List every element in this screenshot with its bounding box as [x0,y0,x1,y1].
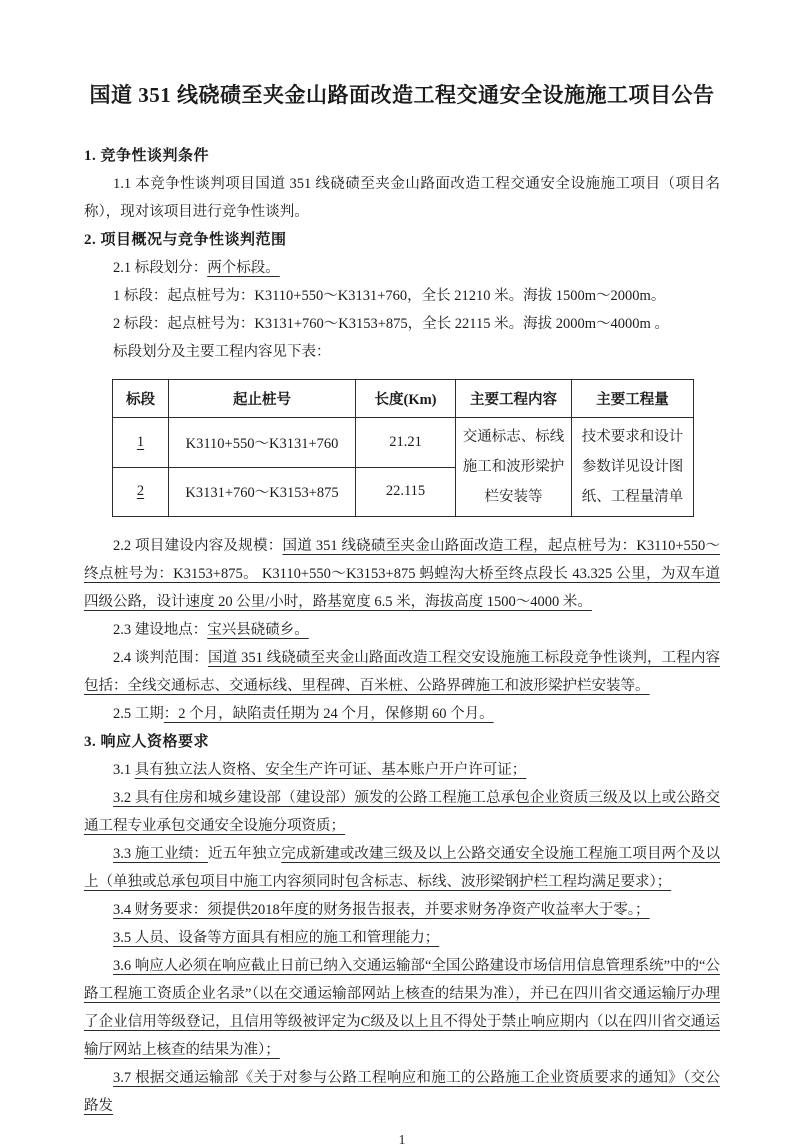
para-lot-2 [84,310,720,338]
lot-2-length-cell: 22.115 [356,467,456,517]
para-1-1-text: 1.1 本竞争性谈判项目国道 351 线硗碛至夹金山路面改造工程交通安全设施施工项目（项目名称），现对该项目进行竞争性谈判。 [84,176,720,220]
lot-2-number-cell: 2 [113,467,169,517]
para-3-4-underlined: 3.4 财务要求：须提供2018年度的财务报告报表，并要求财务净资产收益率大于零。； [113,902,650,918]
para-3-5-underlined: 3.5 人员、设备等方面具有相应的施工和管理能力； [113,930,440,946]
para-3-1-underlined: 具有独立法人资格、安全生产许可证、基本账户开户许可证； [134,762,527,778]
lot-2-stake-cell: K3131+760～K3153+875 [169,467,356,517]
page-number: 1 [398,1132,406,1147]
para-lot-1-text: 1 标段：起点桩号为：K3110+550～K3131+760，全长 21210 米。海拔 1500m～2000m。 [113,288,666,304]
para-3-3 [84,840,720,896]
para-3-2-underlined: 3.2 具有住房和城乡建设部（建设部）颁发的公路工程施工总承包企业资质三级及以上或公路交通工程专业承包交通安全设施分项资质； [84,790,720,834]
section-3-heading: 3. 响应人资格要求 [84,734,210,750]
para-2-4-underlined: 国道 351 线硗碛至夹金山路面改造工程交安设施施工标段竞争性谈判，工程内容包括：全线交通标志、交通标线、里程碑、百米桩、公路界碑施工和波形梁护栏安装等。 [84,650,721,694]
lot-1-length-cell: 21.21 [356,418,456,468]
section-2-heading: 2. 项目概况与竞争性谈判范围 [84,232,287,248]
para-table-intro-text: 标段划分及主要工程内容见下表： [113,344,331,360]
para-3-6 [84,952,720,1064]
para-3-7 [84,1064,720,1120]
para-2-5 [84,700,720,728]
para-lot-2-text: 2 标段：起点桩号为：K3131+760～K3153+875，全长 22115 米。海拔 2000m～4000m 。 [113,316,669,332]
para-1-1 [84,170,720,226]
table-header-content: 主要工程内容 [456,380,572,418]
para-2-2 [84,532,720,616]
merged-quantity-cell: 技术要求和设计参数详见设计图纸、工程量清单 [572,418,694,517]
table-header-quantity: 主要工程量 [572,380,694,418]
para-2-3 [84,616,720,644]
para-2-1-label: 2.1 标段划分： [113,260,208,276]
para-3-3-plain: 近五年独立 [208,846,282,862]
para-2-5-underlined: ：2 个月，缺陷责任期为 24 个月，保修期 60 个月。 [163,706,494,722]
para-3-1 [84,756,720,784]
para-3-3-underlined-2: 完成新建或改建三级及以上公路交通安全设施工程施工项目两个及以上（单独或总承包项目中施工内容须同时包含标志、标线、波形梁钢护栏工程均满足要求）； [84,846,721,890]
merged-content-cell: 交通标志、标线施工和波形梁护栏安装等 [456,418,572,517]
para-3-1-label: 3.1 [113,762,135,778]
section-1-heading: 1. 竞争性谈判条件 [84,148,210,164]
lots-table [112,379,694,517]
para-2-3-underlined: 宝兴县硗碛乡。 [207,622,309,638]
table-header-lot: 标段 [113,380,169,418]
para-2-4-label: 2.4 谈判范围： [113,650,209,666]
lot-1-number-cell: 1 [113,418,169,468]
lot-1-stake-cell: K3110+550～K3131+760 [169,418,356,468]
para-3-5 [84,924,720,952]
table-header-stake: 起止桩号 [169,380,356,418]
para-2-1-underlined: 两个标段。 [207,260,280,276]
table-header-length: 长度(Km) [356,380,456,418]
para-3-6-underlined: 3.6 响应人必须在响应截止日前已纳入交通运输部“全国公路建设市场信用信息管理系统”中的“公路工程施工资质企业名录”（以在交通运输部网站上核查的结果为准），并已在四川省交通运输厅办理了企业信用等级登记，且信用等级被评定为C级及以上且不得处于禁止响应期内（以在四川省交通运输厅网站上核查的结果为准）； [84,958,720,1058]
para-2-5-label: 2.5 工期 [113,706,164,722]
para-3-7-underlined: 3.7 根据交通运输部《关于对参与公路工程响应和施工的公路施工企业资质要求的通知》（交公路发 [84,1070,720,1114]
para-2-4 [84,644,720,700]
para-table-intro [84,338,720,366]
document-title: 国道 351 线硗碛至夹金山路面改造工程交通安全设施施工项目公告 [89,83,715,107]
table-row-lot-1 [113,418,694,468]
para-3-2 [84,784,720,840]
para-lot-1 [84,282,720,310]
table-header-row [113,380,694,418]
para-2-3-label: 2.3 建设地点： [113,622,208,638]
para-3-3-underlined-1: 3.3 施工业绩： [113,846,209,862]
para-2-2-underlined: 国道 351 线硗碛至夹金山路面改造工程，起点桩号为：K3110+550～终点桩号为：K3153+875。 K3110+550～K3153+875 蚂蝗沟大桥至终点段长 43.325 公里，为双车道四级公路，设计速度 20 公里/小时，路基宽度 6.5 米，海拔高度 1500～4000 米。 [84,538,721,610]
para-2-2-label: 2.2 项目建设内容及规模： [113,538,283,554]
para-2-1 [84,254,720,282]
para-3-4 [84,896,720,924]
